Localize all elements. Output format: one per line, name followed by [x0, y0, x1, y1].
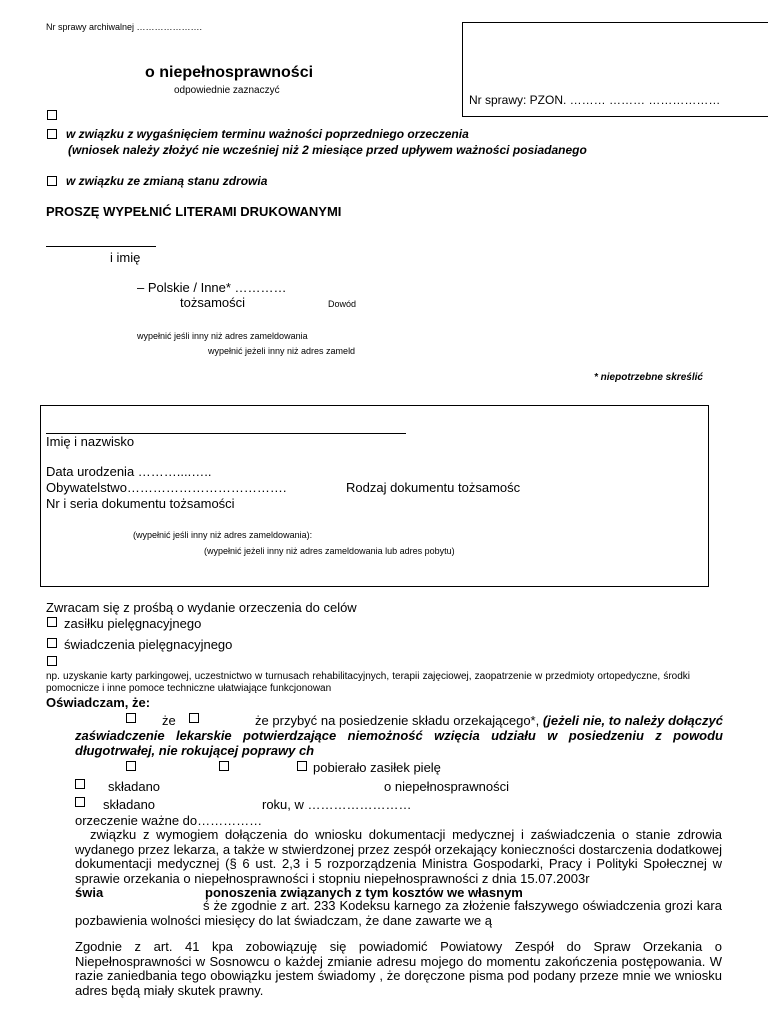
option-health-label: w związku ze zmianą stanu zdrowia	[66, 174, 268, 188]
purpose-item-1-checkbox[interactable]	[47, 617, 57, 627]
case-number[interactable]: Nr sprawy: PZON. ……… ……… ………………	[469, 93, 721, 107]
submitted-2-rest: roku, w ……………………	[262, 797, 412, 812]
attend-paragraph	[75, 713, 723, 758]
option-expiry-label: w związku z wygaśnięciem terminu ważności poprzedniego orzeczenia	[66, 127, 469, 141]
penalty-paragraph: ś że zgodnie z art. 233 Kodeksu karnego za złożenie fałszywego oświadczenia grozi kara pozbawienia wolności miesięcy do lat świadczam, że dane zawarte we ą	[75, 898, 722, 928]
purpose-other-checkbox[interactable]	[47, 656, 57, 666]
strike-note: * niepotrzebne skreślić	[594, 372, 703, 383]
applicant-citizenship: – Polskie / Inne* …………	[137, 280, 287, 295]
case-number-box	[462, 22, 768, 117]
box-doc-type: Rodzaj dokumentu tożsamośc	[346, 480, 521, 495]
benefit-checkbox-2[interactable]	[219, 761, 229, 771]
benefit-checkbox-1[interactable]	[126, 761, 136, 771]
costs-right: ponoszenia związanych z tym kosztów we własnym	[205, 885, 523, 900]
applicant-identity: tożsamości	[180, 295, 246, 310]
box-note-1: (wypełnić jeśli inny niż adres zameldowania):	[133, 530, 313, 540]
submitted-1-rest: o niepełnosprawności	[384, 779, 510, 794]
attend-text: że przybyć na posiedzenie składu orzekającego*,	[255, 713, 540, 728]
declaration-heading: Oświadczam, że:	[46, 695, 151, 710]
benefit-label: pobierało zasiłek pielę	[313, 760, 441, 775]
costs-left: świa	[75, 885, 104, 900]
submitted-1-label: składano	[108, 779, 161, 794]
option-health-checkbox[interactable]	[47, 176, 57, 186]
option-first-checkbox[interactable]	[47, 110, 57, 120]
box-name-label: Imię i nazwisko	[46, 434, 135, 449]
form-subtitle: odpowiednie zaznaczyć	[174, 85, 280, 96]
address-note-1: wypełnić jeśli inny niż adres zameldowania	[137, 331, 308, 341]
medical-docs-paragraph: związku z wymogiem dołączenia do wniosku dokumentacji medycznej i zaświadczenia o stanie zdrowia wydanego przez lekarza, a także w stwierdzonej przez zespół orzekający konieczności dostarczenia dodatkowej dokumentacji medycznej (§ 6 ust. 2,3 i 5 rozporządzenia Ministra Gospodarki, Pracy i Polityki Społecznej w sprawie orzekania o niepełnosprawności i stopniu niepełnosprawności z dnia 15.07.2003r	[75, 827, 722, 886]
box-birth-date: Data urodzenia ………....…..	[46, 464, 212, 479]
attend-bold-text: (jeżeli nie, to należy dołączyć zaświadczenie lekarskie potwierdzające niemożność wzięcia udziału w posiedzeniu z powodu długotrwałej, nie rokującej poprawy ch	[75, 713, 723, 758]
purpose-other-text: np. uzyskanie karty parkingowej, uczestnictwo w turnusach rehabilitacyjnych, terapii zajęciowej, zaopatrzenie w przedmioty ortopedyczne, środki pomocnicze i inne pomoce techniczne ułatwiające funkcjonowan	[46, 671, 690, 694]
form-title: o niepełnosprawności	[145, 64, 314, 81]
archive-number: Nr sprawy archiwalnej ………………….	[46, 22, 203, 32]
box-doc-number: Nr i seria dokumentu tożsamości	[46, 496, 235, 511]
benefit-checkbox-3[interactable]	[297, 761, 307, 771]
purpose-intro: Zwracam się z prośbą o wydanie orzeczenia do celów	[46, 600, 357, 615]
box-note-2: (wypełnić jeżeli inny niż adres zameldowania lub adres pobytu)	[204, 546, 455, 556]
option-expiry-checkbox[interactable]	[47, 129, 57, 139]
box-citizenship: Obywatelstwo……………………………….	[46, 480, 287, 495]
purpose-item-2-label: świadczenia pielęgnacyjnego	[64, 637, 233, 652]
print-instruction: PROSZĘ WYPEŁNIĆ LITERAMI DRUKOWANYMI	[46, 204, 342, 219]
notify-paragraph: Zgodnie z art. 41 kpa zobowiązuję się powiadomić Powiatowy Zespół do Spraw Orzekania o Niepełnosprawności w Sosnowcu o każdej zmianie adresu mojego do momentu zakończenia postępowania. W razie zaniedbania tego obowiązku jestem świadomy , że doręczone pisma pod podany przeze mnie we wniosku adres będą miały skutek prawny.	[75, 939, 722, 998]
applicant-name-label: i imię	[110, 250, 141, 265]
submitted-2-checkbox[interactable]	[75, 797, 85, 807]
purpose-item-1-label: zasiłku pielęgnacyjnego	[64, 616, 202, 631]
address-note-2: wypełnić jeżeli inny niż adres zameld	[208, 346, 356, 356]
submitted-1-checkbox[interactable]	[75, 779, 85, 789]
purpose-item-2-checkbox[interactable]	[47, 638, 57, 648]
name-line[interactable]	[46, 246, 156, 247]
submitted-2-label: składano	[103, 797, 156, 812]
representative-box	[40, 405, 709, 587]
validity-date: orzeczenie ważne do……………	[75, 813, 263, 828]
option-expiry-note: (wniosek należy złożyć nie wcześniej niż 2 miesiące przed upływem ważności posiadanego	[68, 143, 587, 157]
applicant-doc-type: Dowód	[328, 299, 357, 309]
attend-ze: że	[162, 713, 176, 728]
